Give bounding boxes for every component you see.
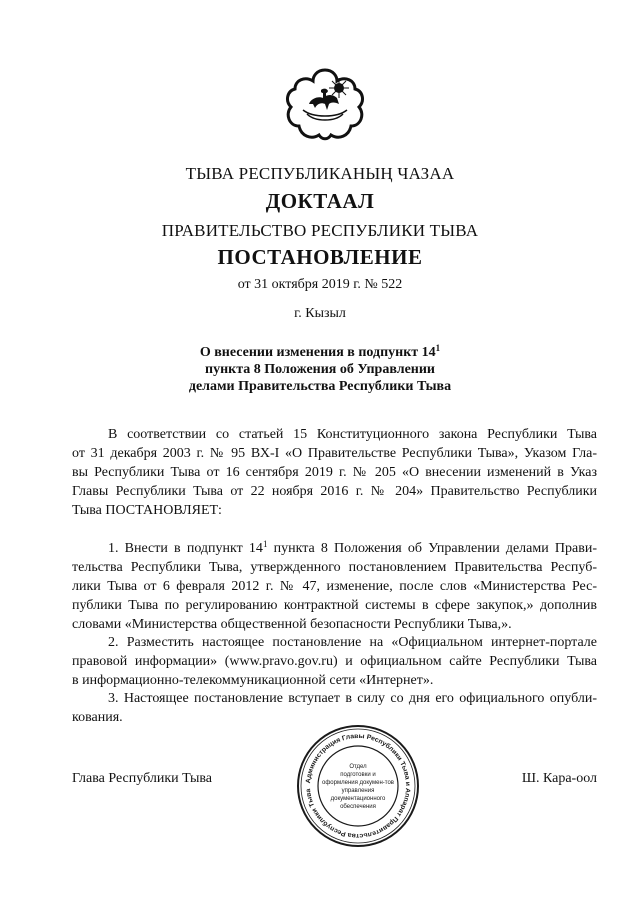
title-line: делами Правительства Республики Тыва (188, 379, 452, 394)
text-line: лики Тыва от 6 февраля 2012 г. № 47, изменение, после слов «Министерства Рес- (72, 579, 597, 594)
stamp-center-line: оформления докумен-тов (322, 780, 394, 786)
document-city: г. Кызыл (294, 306, 346, 321)
text-line: словами «Министерства общественной безопасности Республики Тыва,». (72, 617, 512, 632)
title-line: пункта 8 Положения об Управлении (205, 362, 435, 377)
text-line: вы Республики Тыва от 16 сентября 2019 г. № 205 «О внесении изменений в Указ (72, 465, 597, 480)
title-line: О внесении изменения в подпункт $14^1$ (199, 343, 441, 360)
tuvan-government-name: ТЫВА РЕСПУБЛИКАНЫҢ ЧАЗАА (185, 164, 455, 183)
text-line: в информационно-телекоммуникационной сети «Интернет». (72, 673, 434, 688)
text-line: тельства Республики Тыва, утвержденного постановлением Правительства Респуб- (72, 560, 597, 575)
text-line: В соответствии со статьей 15 Конституционного закона Республики Тыва (108, 427, 597, 442)
text-line: 3. Настоящее постановление вступает в силу со дня его официального опубли- (108, 691, 597, 706)
text-line: Тыва ПОСТАНОВЛЯЕТ: (72, 503, 222, 518)
russian-act-type: ПОСТАНОВЛЕНИЕ (217, 245, 423, 269)
text-line: 2. Разместить настоящее постановление на «Официальном интернет-портале (108, 635, 597, 650)
text-line: Главы Республики Тыва от 22 ноября 2016 г. № 204» Правительство Республики (72, 484, 597, 499)
signatory-position: Глава Республики Тыва (72, 771, 213, 786)
text-line: от 31 декабря 2003 г. № 95 ВХ-I «О Правительстве Республики Тыва», Указом Гла- (72, 446, 597, 461)
tuvan-act-type: ДОКТААЛ (265, 189, 375, 213)
preamble-paragraph (72, 425, 597, 520)
item-2-paragraph (72, 633, 597, 690)
coat-of-arms-emblem (283, 64, 367, 144)
text-line: кования. (72, 710, 123, 725)
item-1-paragraph (72, 539, 597, 634)
stamp-center-line: обеспечения (340, 804, 376, 810)
text-line: публики Тыва по регулированию контрактной системы в сфере закупок,» дополнив (72, 598, 597, 613)
text-line: 1. Внести в подпункт $14^1$ пункта 8 Положения об Управлении делами Прави- (108, 539, 597, 556)
stamp-center-line: документационного (330, 796, 386, 802)
document-date-number: от 31 октября 2019 г. № 522 (237, 277, 403, 292)
stamp-ring-text: Администрация Главы Республики Тыва и Аппарат Правительства Республики Тыва (305, 732, 412, 840)
stamp-center-line: Отдел (349, 764, 367, 770)
russian-government-name: ПРАВИТЕЛЬСТВО РЕСПУБЛИКИ ТЫВА (161, 221, 479, 240)
text-line: правовой информации» (www.pravo.gov.ru) и официальном сайте Республики Тыва (72, 654, 597, 669)
stamp-center-line: подготовки и (340, 772, 376, 778)
item-3-paragraph (72, 689, 597, 727)
document-title (120, 344, 520, 395)
signatory-name: Ш. Кара-оол (521, 771, 597, 786)
official-stamp (296, 724, 420, 848)
stamp-center-line: управления (341, 788, 375, 794)
